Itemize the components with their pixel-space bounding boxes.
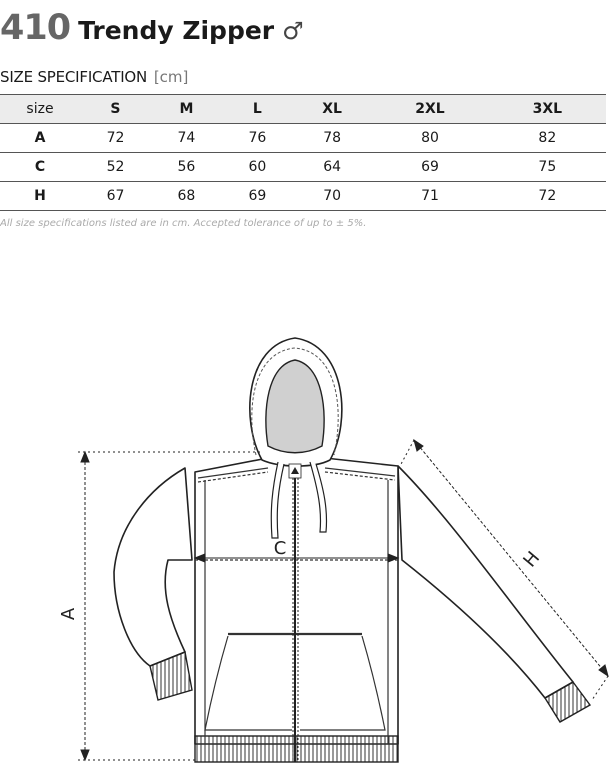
male-icon: ♂ xyxy=(282,17,304,45)
table-cell: 67 xyxy=(80,182,151,211)
table-header-row xyxy=(0,95,606,124)
waistband xyxy=(195,736,398,762)
measurement-h-label: H xyxy=(519,547,545,572)
measurement-a-label: A xyxy=(58,607,79,621)
header-cell-xl: XL xyxy=(293,95,371,124)
table-cell: 69 xyxy=(371,153,488,182)
tolerance-note: All size specifications listed are in cm. Accepted tolerance of up to ± 5%. xyxy=(0,218,367,229)
size-spec-unit: [cm] xyxy=(153,68,189,86)
header-cell-m: M xyxy=(151,95,222,124)
header-cell-2xl: 2XL xyxy=(371,95,488,124)
table-row-h xyxy=(0,182,606,211)
table-cell: 80 xyxy=(371,124,488,153)
table-cell: 82 xyxy=(489,124,606,153)
table-cell: 60 xyxy=(222,153,293,182)
model-number: 410 xyxy=(0,8,71,48)
table-cell: 64 xyxy=(293,153,371,182)
table-cell: 75 xyxy=(489,153,606,182)
table-cell: 72 xyxy=(489,182,606,211)
product-header xyxy=(0,8,304,54)
header-cell-s: S xyxy=(80,95,151,124)
table-cell: 52 xyxy=(80,153,151,182)
table-cell: 78 xyxy=(293,124,371,153)
size-table xyxy=(0,94,606,211)
table-cell: 68 xyxy=(151,182,222,211)
brand-logo-icon xyxy=(289,464,301,478)
header-cell-size: size xyxy=(0,95,80,124)
measurement-c-label: C xyxy=(273,538,287,559)
table-row-a xyxy=(0,124,606,153)
table-row-c xyxy=(0,153,606,182)
product-name: Trendy Zipper xyxy=(78,16,275,45)
row-label: A xyxy=(0,124,80,153)
table-cell: 70 xyxy=(293,182,371,211)
header-cell-l: L xyxy=(222,95,293,124)
size-spec-heading xyxy=(0,68,188,86)
size-spec-title: SIZE SPECIFICATION xyxy=(0,68,148,86)
table-cell: 69 xyxy=(222,182,293,211)
table-cell: 74 xyxy=(151,124,222,153)
table-cell: 72 xyxy=(80,124,151,153)
table-cell: 56 xyxy=(151,153,222,182)
row-label: C xyxy=(0,153,80,182)
table-cell: 76 xyxy=(222,124,293,153)
table-cell: 71 xyxy=(371,182,488,211)
hoodie-measurement-diagram xyxy=(0,330,616,774)
row-label: H xyxy=(0,182,80,211)
header-cell-3xl: 3XL xyxy=(489,95,606,124)
